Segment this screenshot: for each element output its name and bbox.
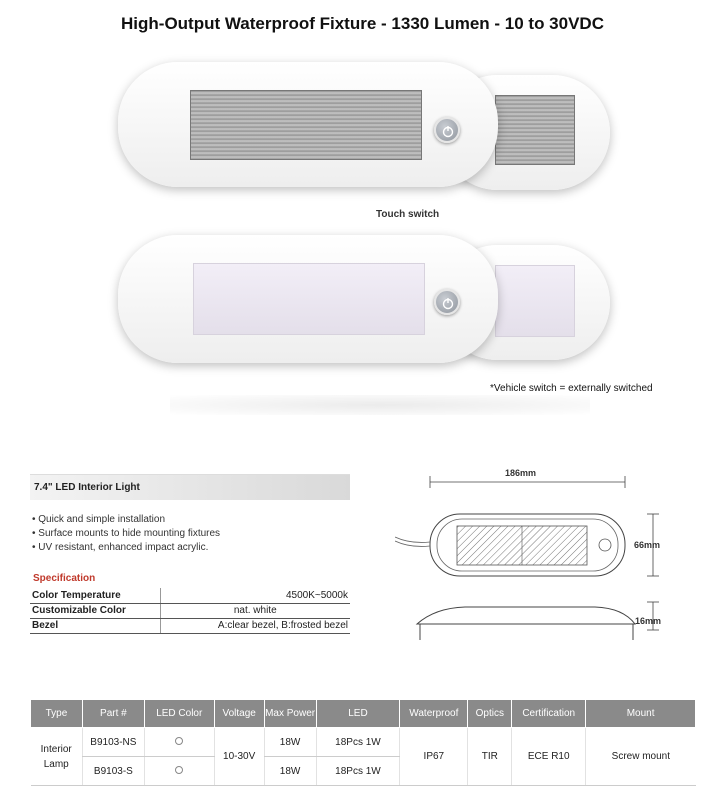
voltage-cell: 10-30V xyxy=(214,728,264,786)
feature-list xyxy=(32,513,220,555)
column-header: Certification xyxy=(512,700,586,728)
spec-key: Bezel xyxy=(30,618,160,633)
circle-icon xyxy=(175,766,183,774)
type-cell: Interior Lamp xyxy=(31,728,83,786)
table-row xyxy=(30,603,350,618)
spec-value: 4500K~5000k xyxy=(160,588,350,603)
led-cell: 18Pcs 1W xyxy=(316,728,400,757)
part-cell: B9103-S xyxy=(82,757,144,786)
circle-icon xyxy=(175,737,183,745)
column-header: Optics xyxy=(468,700,512,728)
column-header: Waterproof xyxy=(400,700,468,728)
touch-switch-icon xyxy=(434,289,460,315)
column-header: LED xyxy=(316,700,400,728)
column-header: Part # xyxy=(82,700,144,728)
table-row xyxy=(31,728,696,757)
depth-dimension: 16mm xyxy=(635,616,662,626)
column-header: Max Power xyxy=(264,700,316,728)
power-cell: 18W xyxy=(264,757,316,786)
vehicle-switch-caption: *Vehicle switch = externally switched xyxy=(490,383,653,394)
table-row xyxy=(30,618,350,633)
optics-cell: TIR xyxy=(468,728,512,786)
led-color-cell xyxy=(144,757,214,786)
height-dimension: 66mm xyxy=(634,540,661,550)
list-item: • Surface mounts to hide mounting fixtures xyxy=(32,527,220,541)
column-header: Voltage xyxy=(214,700,264,728)
spec-value: A:clear bezel, B:frosted bezel xyxy=(160,618,350,633)
spec-key: Color Temperature xyxy=(30,588,160,603)
power-cell: 18W xyxy=(264,728,316,757)
width-dimension: 186mm xyxy=(505,468,537,478)
photo-shadow xyxy=(170,395,590,415)
spec-key: Customizable Color xyxy=(30,603,160,618)
led-color-cell xyxy=(144,728,214,757)
column-header: LED Color xyxy=(144,700,214,728)
lamp-front-frosted xyxy=(118,235,498,363)
spec-title: Specification xyxy=(33,573,96,584)
certification-cell: ECE R10 xyxy=(512,728,586,786)
column-header: Mount xyxy=(586,700,696,728)
touch-switch-icon xyxy=(434,117,460,143)
page-title: High-Output Waterproof Fixture - 1330 Lumen - 10 to 30VDC xyxy=(121,14,604,33)
waterproof-cell: IP67 xyxy=(400,728,468,786)
table-header-row xyxy=(31,700,696,728)
spec-table xyxy=(30,588,350,634)
list-item: • Quick and simple installation xyxy=(32,513,220,527)
part-cell: B9103-NS xyxy=(82,728,144,757)
spec-value: nat. white xyxy=(160,603,350,618)
product-table xyxy=(30,699,696,786)
column-header: Type xyxy=(31,700,83,728)
led-cell: 18Pcs 1W xyxy=(316,757,400,786)
panel-heading: 7.4" LED Interior Light xyxy=(30,474,350,500)
lamp-front-clear xyxy=(118,62,498,187)
dimension-drawing xyxy=(395,462,685,662)
touch-switch-caption: Touch switch xyxy=(376,209,440,220)
mount-cell: Screw mount xyxy=(586,728,696,786)
list-item: • UV resistant, enhanced impact acrylic. xyxy=(32,541,220,555)
table-row xyxy=(30,588,350,603)
